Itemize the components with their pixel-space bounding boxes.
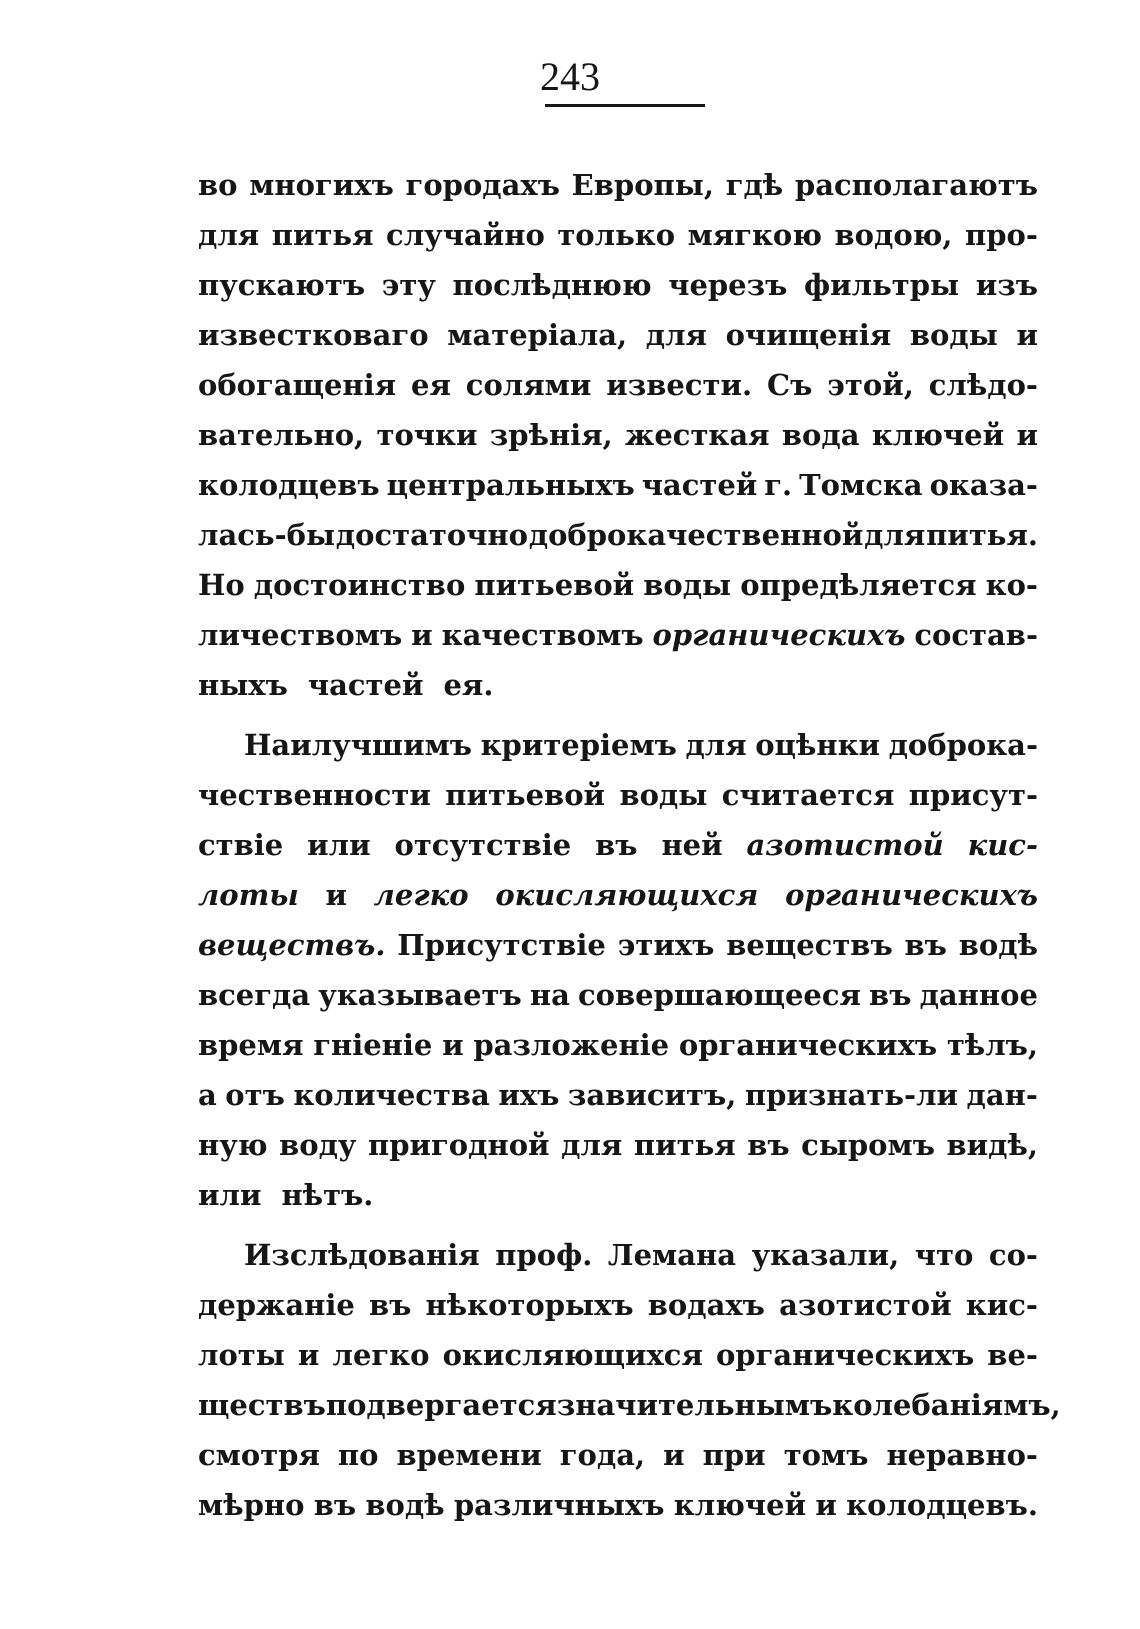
word: отсутствіе: [394, 828, 572, 862]
text-line: [198, 1430, 1038, 1480]
word: гдѣ: [725, 168, 784, 202]
word: со-: [988, 1238, 1038, 1272]
word: смотря: [198, 1438, 320, 1472]
word: неравно-: [886, 1438, 1038, 1472]
word: ныхъ: [198, 668, 288, 702]
text-line: [198, 260, 1038, 310]
word: отъ: [225, 1078, 285, 1112]
text-line: [198, 1170, 1038, 1220]
word: ную: [198, 1128, 268, 1162]
word: и: [663, 1438, 685, 1472]
word: водою,: [834, 218, 953, 252]
word: лоты: [198, 1338, 285, 1372]
text-line: [198, 510, 1038, 560]
word: доброка-: [888, 728, 1038, 762]
word: кис-: [965, 1288, 1038, 1322]
text-line: [198, 720, 1038, 770]
text-line: [198, 210, 1038, 260]
word: этой,: [827, 368, 914, 402]
page-number: 243: [540, 54, 600, 99]
word: времени: [396, 1438, 542, 1472]
word: только: [557, 218, 676, 252]
word: вательно,: [198, 418, 365, 452]
word: мѣрно: [198, 1488, 305, 1522]
word: колодцевъ: [198, 468, 380, 502]
word: лась-бы: [198, 518, 336, 552]
paragraph: [198, 1230, 1061, 1530]
word: воду: [279, 1128, 357, 1162]
word: на: [529, 978, 570, 1012]
word: опредѣляется: [740, 568, 977, 602]
word: ве-: [987, 1338, 1038, 1372]
word: сыромъ: [801, 1128, 935, 1162]
word: видѣ,: [946, 1128, 1038, 1162]
word: и: [411, 618, 433, 652]
word: мягкою: [687, 218, 822, 252]
word: обогащенія: [198, 368, 397, 402]
word: всегда: [198, 978, 311, 1012]
word: въ: [595, 828, 638, 862]
word: и: [1016, 318, 1038, 352]
word: питья.: [926, 518, 1038, 552]
word: ея: [411, 368, 451, 402]
word: ней: [661, 828, 723, 862]
word: достаточно: [335, 518, 528, 552]
word: веществъ: [726, 928, 893, 962]
word: Лемана: [607, 1238, 737, 1272]
word: г.: [764, 468, 793, 502]
word: очищенія: [725, 318, 892, 352]
word: зрѣнія,: [489, 418, 613, 452]
word: для: [198, 218, 260, 252]
text-line: [198, 1330, 1038, 1380]
word: личествомъ: [198, 618, 403, 652]
word: Съ: [767, 368, 813, 402]
word: центральныхъ: [386, 468, 635, 502]
word: воды: [643, 568, 732, 602]
word: доброкачественной: [528, 518, 864, 552]
word: фильтры: [803, 268, 960, 302]
word: томъ: [783, 1438, 869, 1472]
word: тѣлъ,: [946, 1028, 1038, 1062]
text-line: [198, 1120, 1038, 1170]
word: случайно: [386, 218, 545, 252]
word: состав-: [914, 618, 1038, 652]
word: питьевой: [474, 568, 635, 602]
text-line: [198, 160, 1038, 210]
text-line: [198, 1280, 1038, 1330]
text-line: [198, 820, 1038, 870]
word: различныхъ: [453, 1488, 665, 1522]
paragraph: [198, 720, 1038, 1220]
word: въ: [313, 1488, 357, 1522]
word: колебаніямъ,: [832, 1388, 1061, 1422]
word: про-: [965, 218, 1038, 252]
text-line: [198, 920, 1038, 970]
word: при: [702, 1438, 766, 1472]
word: разложеніе: [473, 1028, 670, 1062]
word: и: [297, 1338, 320, 1372]
word: многихъ: [249, 168, 394, 202]
word: Но: [198, 568, 245, 602]
word: оказа-: [929, 468, 1038, 502]
word: и: [442, 1028, 464, 1062]
word: проф.: [495, 1238, 593, 1272]
body-text: [198, 160, 1061, 1530]
word: въ: [747, 1128, 790, 1162]
paragraph: [198, 160, 1038, 710]
word: легко: [332, 1338, 430, 1372]
italic-word: лоты: [198, 878, 299, 912]
word: Европы,: [571, 168, 714, 202]
word: питьевой: [445, 778, 606, 812]
word: частей: [641, 468, 758, 502]
word: по: [337, 1438, 379, 1472]
word: слѣдо-: [928, 368, 1038, 402]
word: во: [198, 168, 238, 202]
word: колодцевъ.: [846, 1488, 1038, 1522]
word: и: [1016, 418, 1038, 452]
word: нѣкоторыхъ: [425, 1288, 634, 1322]
word: оцѣнки: [755, 728, 881, 762]
word: изъ: [975, 268, 1038, 302]
word: водѣ: [958, 928, 1038, 962]
italic-word: кис-: [967, 828, 1038, 862]
word: и: [325, 878, 347, 912]
word: питья: [633, 1128, 736, 1162]
text-line: [198, 1020, 1038, 1070]
word: ихъ: [498, 1078, 560, 1112]
italic-word: окисляющихся: [495, 878, 759, 912]
word: водахъ: [647, 1288, 765, 1322]
italic-word: органическихъ: [785, 878, 1038, 912]
word: воды: [909, 318, 998, 352]
word: Наилучшимъ: [244, 728, 473, 762]
word: для: [645, 318, 707, 352]
word: подвергается: [325, 1388, 557, 1422]
word: и: [815, 1488, 837, 1522]
word: держаніе: [198, 1288, 355, 1322]
word: органическихъ: [678, 1028, 938, 1062]
word: совершающееся: [578, 978, 861, 1012]
text-line: [198, 610, 1038, 660]
text-line: [198, 770, 1038, 820]
word: матеріала,: [447, 318, 628, 352]
italic-word: азотистой: [746, 828, 944, 862]
word: считается: [721, 778, 895, 812]
word: чественности: [198, 778, 431, 812]
word: или: [307, 828, 371, 862]
text-line: [198, 870, 1038, 920]
word: нѣтъ.: [281, 1178, 374, 1212]
word: располагаютъ: [794, 168, 1038, 202]
text-line: [198, 660, 1038, 710]
text-line: [198, 1070, 1038, 1120]
word: въ: [904, 928, 947, 962]
text-line: [198, 1380, 1061, 1430]
paragraph-gap: [198, 710, 1038, 720]
word: указываетъ: [318, 978, 522, 1012]
paragraph-gap: [198, 1220, 1038, 1230]
word: известковаго: [198, 318, 429, 352]
word: ществъ: [198, 1388, 326, 1422]
word: пригодной: [368, 1128, 550, 1162]
word: достоинство: [253, 568, 466, 602]
word: года,: [559, 1438, 646, 1472]
word: воды: [619, 778, 708, 812]
word: или: [198, 1178, 262, 1212]
word: качествомъ: [441, 618, 644, 652]
word: ключей: [871, 418, 1005, 452]
word: ствіе: [198, 828, 284, 862]
word: признать-ли: [744, 1078, 959, 1112]
word: зависитъ,: [567, 1078, 737, 1112]
word: черезъ: [668, 268, 788, 302]
word: количества: [293, 1078, 490, 1112]
word: присут-: [908, 778, 1038, 812]
word: для: [685, 728, 747, 762]
word: въ: [869, 978, 912, 1012]
word: для: [864, 518, 926, 552]
word: въ: [368, 1288, 412, 1322]
text-line: [198, 970, 1038, 1020]
word: питья: [271, 218, 374, 252]
word: жесткая: [625, 418, 770, 452]
word: Томска: [799, 468, 923, 502]
word: Изслѣдованія: [244, 1238, 480, 1272]
word: солями: [465, 368, 592, 402]
word: что: [914, 1238, 974, 1272]
word: для: [561, 1128, 623, 1162]
word: точки: [376, 418, 478, 452]
word: дан-: [966, 1078, 1038, 1112]
text-line: [198, 360, 1038, 410]
word: время: [198, 1028, 304, 1062]
text-line: [198, 560, 1038, 610]
word: пускаютъ: [198, 268, 366, 302]
word: частей: [307, 668, 424, 702]
word: эту: [381, 268, 436, 302]
word: ко-: [985, 568, 1038, 602]
word: данное: [919, 978, 1038, 1012]
italic-word: веществъ.: [198, 928, 386, 962]
word: Присутствіе: [397, 928, 606, 962]
word: извести.: [606, 368, 753, 402]
text-line: [198, 410, 1038, 460]
word: водѣ: [365, 1488, 445, 1522]
word: указали,: [751, 1238, 900, 1272]
word: значительнымъ: [556, 1388, 833, 1422]
word: а: [198, 1078, 217, 1112]
word: послѣднюю: [452, 268, 652, 302]
word: ключей: [673, 1488, 807, 1522]
word: азотистой: [779, 1288, 952, 1322]
word: городахъ: [405, 168, 560, 202]
word: гніеніе: [313, 1028, 433, 1062]
word: критеріемъ: [480, 728, 677, 762]
word: окисляющихся: [442, 1338, 703, 1372]
word: органическихъ: [715, 1338, 975, 1372]
page-number-rule: [545, 104, 705, 107]
text-line: [198, 310, 1038, 360]
word: этихъ: [617, 928, 715, 962]
word: ея.: [443, 668, 494, 702]
text-line: [198, 460, 1038, 510]
text-line: [198, 1230, 1038, 1280]
text-line: [198, 1480, 1038, 1530]
word: вода: [781, 418, 860, 452]
italic-word: органическихъ: [652, 618, 906, 652]
italic-word: легко: [373, 878, 469, 912]
